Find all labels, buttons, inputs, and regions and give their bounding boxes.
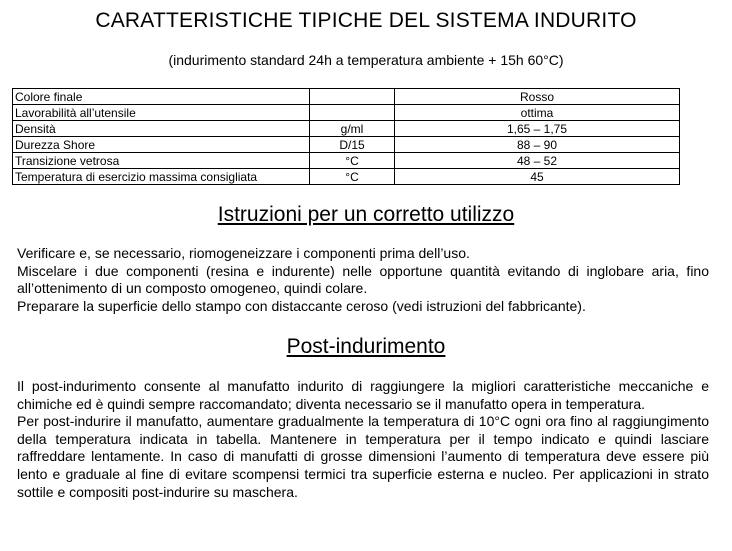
usage-paragraph: Verificare e, se necessario, riomogeneizzare i componenti prima dell’uso. [17,245,470,261]
document-title: CARATTERISTICHE TIPICHE DEL SISTEMA INDURITO [95,9,637,32]
postcure-paragraph: Il post-indurimento consente al manufatto indurito di raggiungere la migliori caratteristiche meccaniche e chimiche ed è quindi sempre raccomandato; diventa necessario se il manufatto opera in temperatura. [17,378,709,412]
postcure-heading: Post-indurimento [286,335,446,358]
property-unit: D/15 [310,137,395,153]
property-value: Rosso [395,89,680,105]
property-unit: °C [310,169,395,185]
table-row [13,121,680,137]
property-name: Temperatura di esercizio massima consigliata [13,169,310,185]
property-unit: °C [310,153,395,169]
postcure-paragraph: Per post-indurire il manufatto, aumentare gradualmente la temperatura di 10°C ogni ora fino al raggiungimento della temperatura indicata in tabella. Mantenere in temperatura per il tempo indicato e quindi lasciare raffreddare lentamente. In caso di manufatti di grosse dimensioni l’aumento di temperatura deve essere più lento e graduale al fine di evitare scompensi termici tra superficie esterna e nucleo. Per applicazioni in strato sottile e compositi post-indurire su maschera. [17,413,709,500]
property-value: 1,65 – 1,75 [395,121,680,137]
usage-heading: Istruzioni per un corretto utilizzo [217,203,515,226]
usage-paragraph: Preparare la superficie dello stampo con distaccante ceroso (vedi istruzioni del fabbricante). [17,297,586,314]
properties-table [12,88,680,185]
postcure-section [17,378,709,501]
property-name: Durezza Shore [13,137,310,153]
property-name: Colore finale [13,89,310,105]
property-name: Lavorabilità all’utensile [13,105,310,121]
property-value: 88 – 90 [395,137,680,153]
property-value: 48 – 52 [395,153,680,169]
property-value: ottima [395,105,680,121]
table-row [13,105,680,121]
property-name: Transizione vetrosa [13,153,310,169]
property-unit: g/ml [310,121,395,137]
table-row [13,89,680,105]
document-subtitle: (indurimento standard 24h a temperatura ambiente + 15h 60°C) [168,52,564,68]
property-unit [310,105,395,121]
property-name: Densità [13,121,310,137]
table-row [13,153,680,169]
property-unit [310,89,395,105]
usage-paragraph: Miscelare i due componenti (resina e indurente) nelle opportune quantità evitando di inglobare aria, fino all’ottenimento di un composto omogeneo, quindi colare. [17,262,709,297]
table-row [13,169,680,185]
property-value: 45 [395,169,680,185]
usage-section [17,245,709,315]
table-row [13,137,680,153]
